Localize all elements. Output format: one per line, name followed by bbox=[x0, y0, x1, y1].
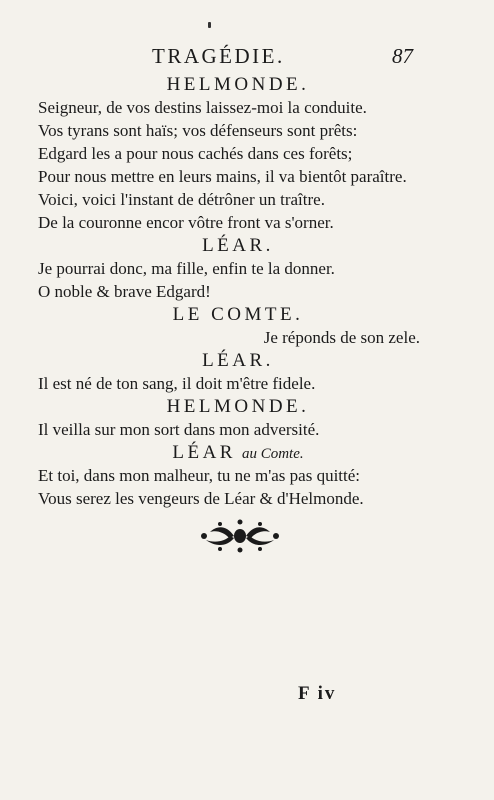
speaker-name: HELMONDE. bbox=[166, 396, 310, 417]
ink-speck bbox=[208, 22, 211, 28]
printer-ornament-icon bbox=[196, 516, 284, 556]
verse-line: Vos tyrans sont haïs; vos défenseurs sont prêts: bbox=[38, 121, 358, 140]
verse-line: Et toi, dans mon malheur, tu ne m'as pas quitté: bbox=[38, 466, 361, 485]
verse-line: Il est né de ton sang, il doit m'être fidele. bbox=[38, 374, 316, 393]
speaker-name: LE COMTE. bbox=[172, 304, 304, 325]
speaker-name: LÉAR bbox=[172, 442, 236, 463]
speaker-name: LÉAR. bbox=[202, 235, 274, 256]
verse-line: Voici, voici l'instant de détrôner un traître. bbox=[38, 190, 325, 209]
speaker-with-stage-direction bbox=[38, 441, 438, 464]
verse-line: O noble & brave Edgard! bbox=[38, 282, 211, 301]
verse-line: Il veilla sur mon sort dans mon adversité. bbox=[38, 420, 320, 439]
running-head: TRAGÉDIE. bbox=[152, 44, 285, 68]
verse-line: Je réponds de son zele. bbox=[263, 328, 420, 347]
verse-line: Vous serez les vengeurs de Léar & d'Helmonde. bbox=[38, 489, 364, 508]
verse-line: Je pourrai donc, ma fille, enfin te la donner. bbox=[38, 259, 335, 278]
speaker-name: HELMONDE. bbox=[166, 74, 310, 95]
verse-line: Edgard les a pour nous cachés dans ces forêts; bbox=[38, 144, 353, 163]
page-header bbox=[0, 44, 494, 70]
verse-line: Pour nous mettre en leurs mains, il va bientôt paraître. bbox=[38, 167, 407, 186]
page-number: 87 bbox=[392, 44, 413, 68]
verse-line: De la couronne encor vôtre front va s'orner. bbox=[38, 213, 334, 232]
play-text bbox=[38, 73, 438, 510]
stage-direction: au Comte. bbox=[241, 446, 304, 462]
verse-line: Seigneur, de vos destins laissez-moi la conduite. bbox=[38, 98, 367, 117]
signature-mark: F iv bbox=[298, 683, 337, 704]
speaker-name: LÉAR. bbox=[202, 350, 274, 371]
